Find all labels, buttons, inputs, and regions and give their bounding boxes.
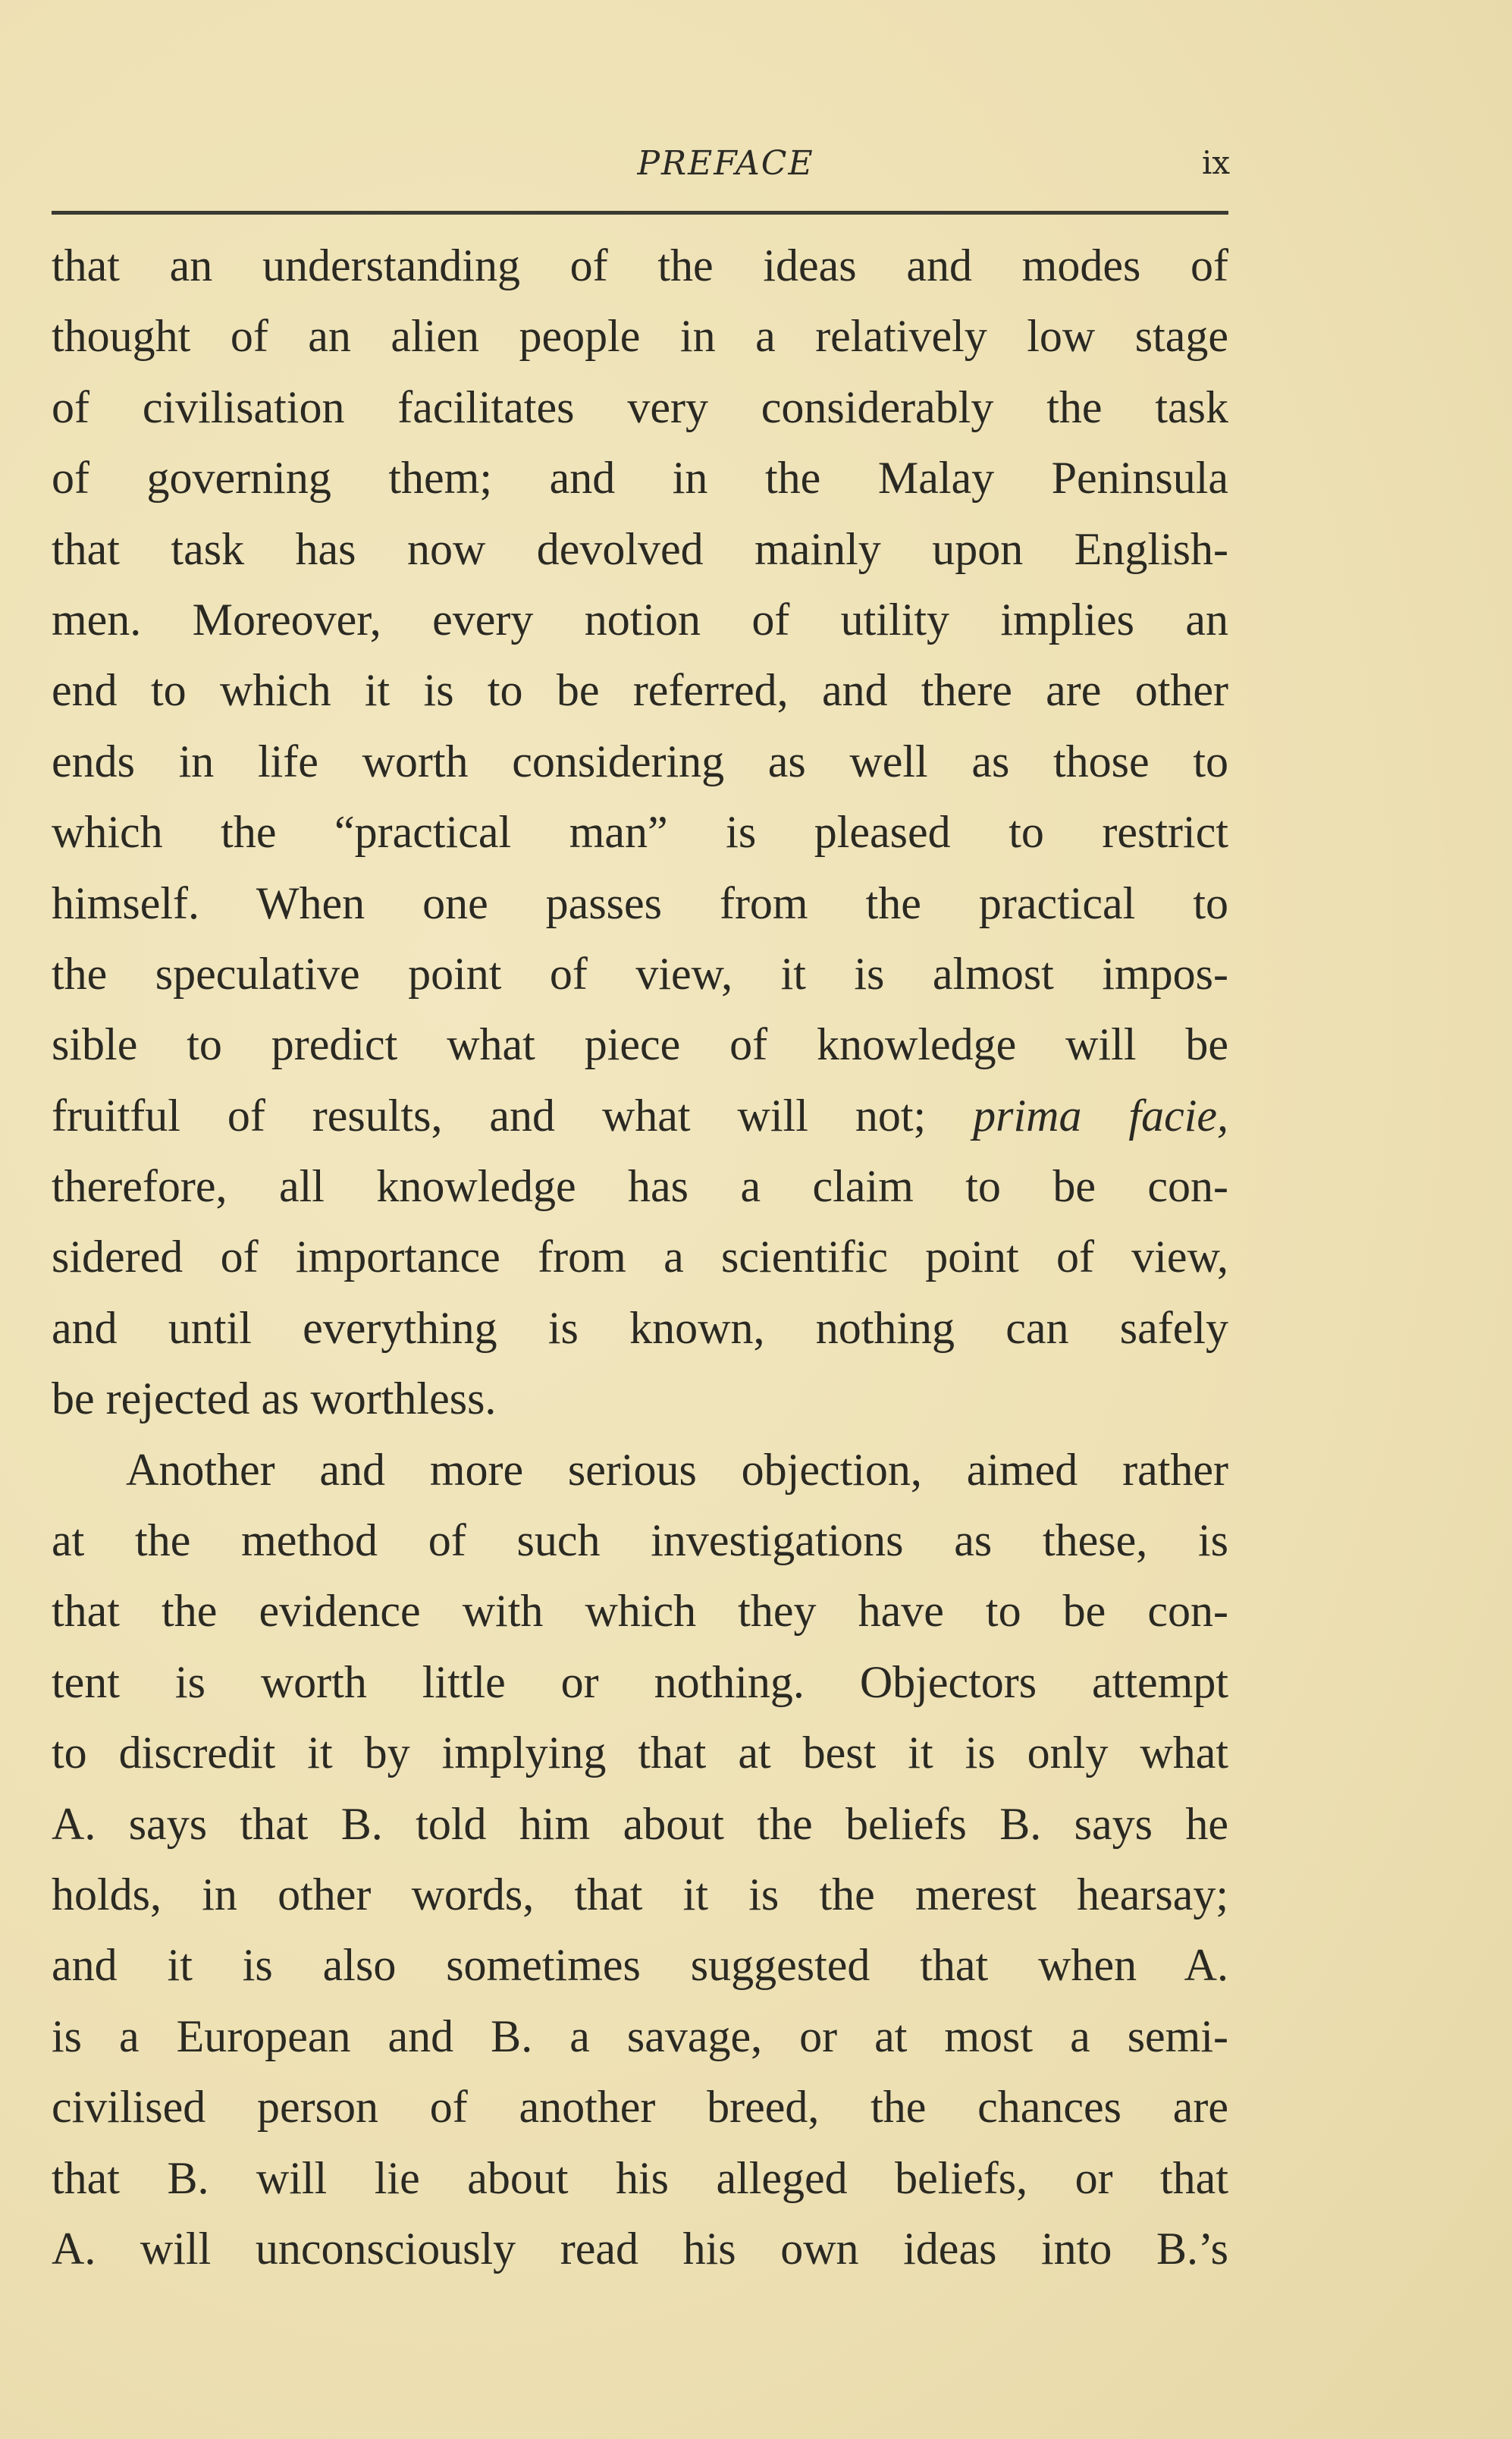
text-line	[52, 1151, 1228, 1222]
text-line	[52, 2072, 1228, 2142]
text-line	[52, 2143, 1228, 2214]
text-line	[52, 1009, 1228, 1080]
line-text: of governing them; and in the Malay Peninsula	[52, 453, 1228, 504]
text-line	[52, 231, 1228, 301]
line-text: that the evidence with which they have to be con-	[52, 1586, 1228, 1637]
line-text: fruitful of results, and what will not;	[52, 1090, 974, 1141]
text-line	[52, 1435, 1228, 1505]
line-text: of civilisation facilitates very considerably the task	[52, 381, 1228, 432]
line-text: and until everything is known, nothing can safely	[52, 1302, 1228, 1353]
line-text: sidered of importance from a scientific point of view,	[52, 1232, 1228, 1282]
text-line	[52, 585, 1228, 655]
line-text: to discredit it by implying that at best it is only what	[52, 1728, 1228, 1778]
line-text: himself. When one passes from the practical to	[52, 877, 1228, 928]
text-line	[52, 514, 1228, 585]
line-text: A. says that B. told him about the beliefs B. says he	[52, 1798, 1228, 1849]
line-text: ends in life worth considering as well as those to	[52, 736, 1228, 786]
text-line	[52, 1647, 1228, 1718]
text-line	[52, 1930, 1228, 2001]
line-text: thought of an alien people in a relatively low stage	[52, 311, 1228, 362]
line-text: which the “practical man” is pleased to restrict	[52, 807, 1228, 858]
line-text: therefore, all knowledge has a claim to be con-	[52, 1161, 1228, 1212]
text-line	[52, 868, 1228, 939]
line-text: is a European and B. a savage, or at most a semi-	[52, 2011, 1228, 2061]
text-line	[52, 1718, 1228, 1788]
text-line	[52, 1293, 1228, 1364]
page-number: ix	[1202, 144, 1231, 181]
line-text: be rejected as worthless.	[52, 1373, 497, 1424]
header-rule	[52, 211, 1228, 215]
text-line	[52, 301, 1228, 372]
line-text: tent is worth little or nothing. Objectors attempt	[52, 1656, 1228, 1707]
line-text: and it is also sometimes suggested that when A.	[52, 1940, 1228, 1991]
text-line	[52, 1081, 1228, 1151]
line-text: sible to predict what piece of knowledge will be	[52, 1019, 1228, 1070]
text-line	[52, 1364, 1228, 1434]
line-text: civilised person of another breed, the chances are	[52, 2082, 1228, 2133]
line-text: that task has now devolved mainly upon English-	[52, 523, 1228, 574]
line-text: end to which it is to be referred, and there are other	[52, 665, 1228, 716]
text-line	[52, 1576, 1228, 1646]
text-line	[52, 372, 1228, 443]
line-text: that B. will lie about his alleged beliefs, or that	[52, 2152, 1228, 2203]
text-line	[52, 443, 1228, 513]
text-line	[52, 727, 1228, 797]
line-text: A. will unconsciously read his own ideas into B.’s	[52, 2223, 1228, 2274]
line-text: that an understanding of the ideas and modes of	[52, 240, 1228, 290]
text-line	[52, 797, 1228, 868]
line-text: men. Moreover, every notion of utility implies an	[52, 594, 1228, 645]
body-text	[52, 231, 1228, 2284]
line-text: Another and more serious objection, aimed rather	[126, 1444, 1228, 1495]
running-head-title: PREFACE	[637, 144, 814, 183]
text-line	[52, 1505, 1228, 1576]
line-text: at the method of such investigations as these, is	[52, 1515, 1228, 1566]
text-line	[52, 1789, 1228, 1860]
text-line	[52, 655, 1228, 726]
line-text: the speculative point of view, it is almost impos-	[52, 948, 1228, 999]
text-line	[52, 1860, 1228, 1930]
text-line	[52, 939, 1228, 1009]
line-text: holds, in other words, that it is the merest hearsay;	[52, 1869, 1228, 1919]
text-line	[52, 2214, 1228, 2284]
italic-phrase: prima facie,	[973, 1090, 1228, 1141]
text-line	[52, 1222, 1228, 1292]
text-line	[52, 2001, 1228, 2072]
